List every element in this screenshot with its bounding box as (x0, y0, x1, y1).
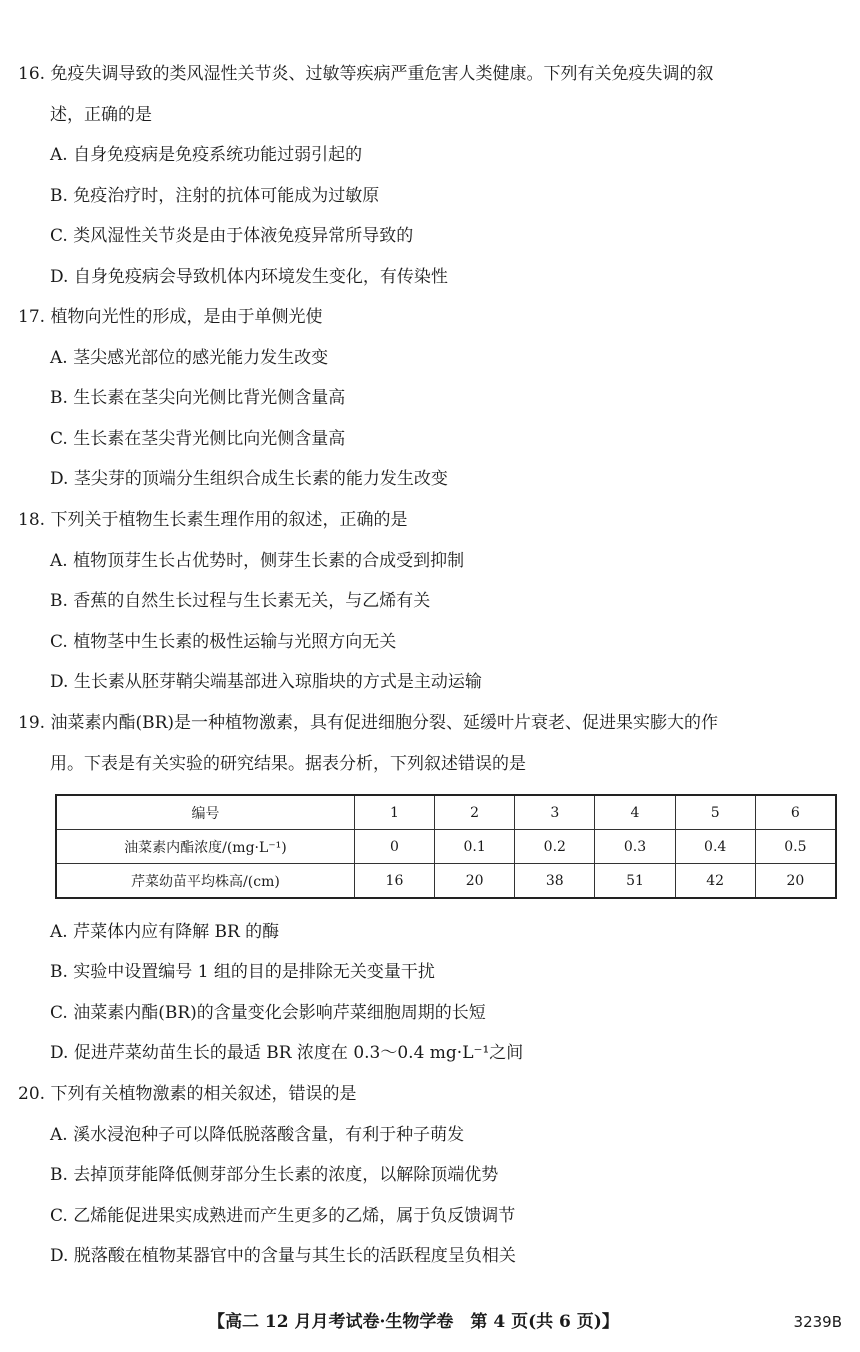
question-18-option-c: C. 植物茎中生长素的极性运输与光照方向无关 (50, 632, 397, 652)
table-cell: 2 (435, 795, 515, 830)
table-cell: 5 (675, 795, 755, 830)
question-19-stem-cont: 用。下表是有关实验的研究结果。据表分析，下列叙述错误的是 (50, 754, 526, 774)
table-cell: 51 (595, 864, 675, 899)
table-cell: 0 (354, 830, 434, 864)
question-19-option-b: B. 实验中设置编号 1 组的目的是排除无关变量干扰 (50, 962, 435, 982)
question-19-option-d: D. 促进芹菜幼苗生长的最适 BR 浓度在 0.3～0.4 mg·L⁻¹之间 (50, 1043, 524, 1063)
table-row-label: 编号 (56, 795, 354, 830)
question-16-stem-cont: 述，正确的是 (50, 105, 152, 125)
question-17-stem: 17. 植物向光性的形成，是由于单侧光使 (18, 307, 323, 327)
question-19-option-c: C. 油菜素内酯(BR)的含量变化会影响芹菜细胞周期的长短 (50, 1003, 486, 1023)
table-cell: 6 (755, 795, 836, 830)
question-19-stem: 19. 油菜素内酯(BR)是一种植物激素，具有促进细胞分裂、延缓叶片衰老、促进果实膨大的作 (18, 713, 718, 733)
table-cell: 0.1 (435, 830, 515, 864)
question-19-option-a: A. 芹菜体内应有降解 BR 的酶 (50, 922, 280, 942)
question-20-option-a: A. 溪水浸泡种子可以降低脱落酸含量，有利于种子萌发 (50, 1125, 465, 1145)
question-18-option-a: A. 植物顶芽生长占优势时，侧芽生长素的合成受到抑制 (50, 551, 465, 571)
footer-title: 【高二 12 月月考试卷·生物学卷 第 4 页(共 6 页)】 (208, 1312, 619, 1332)
question-16-option-d: D. 自身免疫病会导致机体内环境发生变化，有传染性 (50, 267, 448, 287)
question-17-option-d: D. 茎尖芽的顶端分生组织合成生长素的能力发生改变 (50, 469, 448, 489)
table-cell: 16 (354, 864, 434, 899)
question-16-stem: 16. 免疫失调导致的类风湿性关节炎、过敏等疾病严重危害人类健康。下列有关免疫失调的叙 (18, 64, 714, 84)
table-cell: 4 (595, 795, 675, 830)
table-cell: 1 (354, 795, 434, 830)
table-row-height (56, 864, 836, 899)
table-cell: 38 (515, 864, 595, 899)
question-20-option-c: C. 乙烯能促进果实成熟进而产生更多的乙烯，属于负反馈调节 (50, 1206, 516, 1226)
question-16-option-a: A. 自身免疫病是免疫系统功能过弱引起的 (50, 145, 363, 165)
table-cell: 0.3 (595, 830, 675, 864)
table-cell: 0.2 (515, 830, 595, 864)
question-17-option-a: A. 茎尖感光部位的感光能力发生改变 (50, 348, 329, 368)
question-16-option-b: B. 免疫治疗时，注射的抗体可能成为过敏原 (50, 186, 380, 206)
page-footer (0, 1308, 860, 1336)
question-20-option-b: B. 去掉顶芽能降低侧芽部分生长素的浓度，以解除顶端优势 (50, 1165, 499, 1185)
table-row-label: 油菜素内酯浓度/(mg·L⁻¹) (56, 830, 354, 864)
question-20-stem: 20. 下列有关植物激素的相关叙述，错误的是 (18, 1084, 357, 1104)
table-cell: 0.4 (675, 830, 755, 864)
question-18-stem: 18. 下列关于植物生长素生理作用的叙述，正确的是 (18, 510, 408, 530)
table-cell: 0.5 (755, 830, 836, 864)
table-cell: 42 (675, 864, 755, 899)
question-16-option-c: C. 类风湿性关节炎是由于体液免疫异常所导致的 (50, 226, 414, 246)
question-20-option-d: D. 脱落酸在植物某器官中的含量与其生长的活跃程度呈负相关 (50, 1246, 516, 1266)
table-row-label: 芹菜幼苗平均株高/(cm) (56, 864, 354, 899)
table-cell: 20 (755, 864, 836, 899)
question-17-option-b: B. 生长素在茎尖向光侧比背光侧含量高 (50, 388, 346, 408)
table-row-concentration (56, 830, 836, 864)
experiment-table (55, 794, 837, 899)
table-cell: 20 (435, 864, 515, 899)
footer-code: 3239B (793, 1313, 842, 1331)
table-row-id (56, 795, 836, 830)
question-18-option-b: B. 香蕉的自然生长过程与生长素无关，与乙烯有关 (50, 591, 431, 611)
table-cell: 3 (515, 795, 595, 830)
question-18-option-d: D. 生长素从胚芽鞘尖端基部进入琼脂块的方式是主动运输 (50, 672, 482, 692)
question-17-option-c: C. 生长素在茎尖背光侧比向光侧含量高 (50, 429, 346, 449)
